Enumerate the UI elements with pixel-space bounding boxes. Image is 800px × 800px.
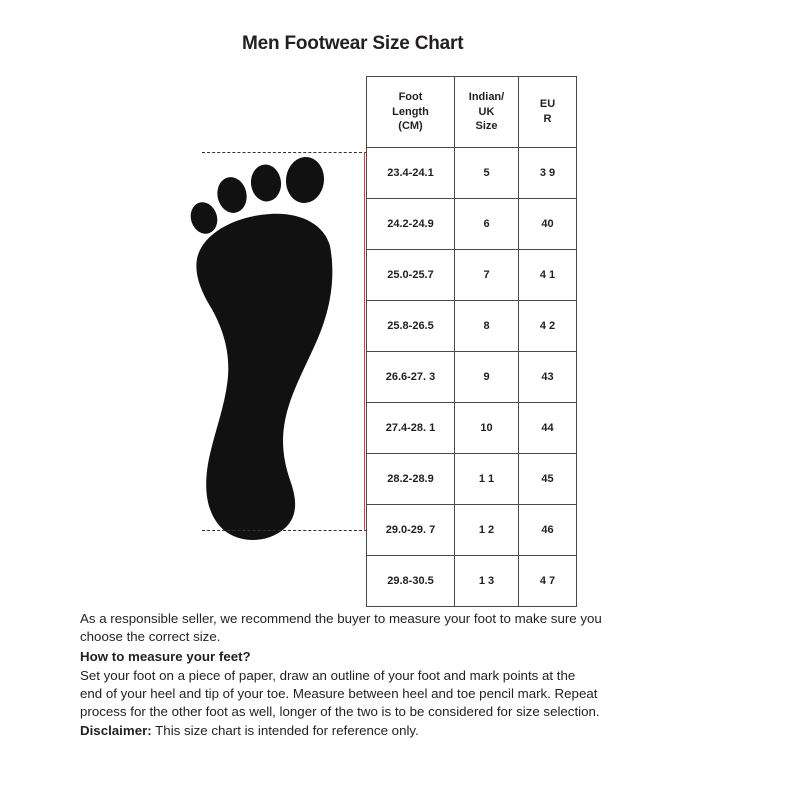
cell-uk-size: 1 3 [455,556,519,607]
cell-foot-length: 26.6-27. 3 [367,352,455,403]
table-row [367,505,577,556]
cell-eu-size: 40 [519,199,577,250]
note-intro-line2: choose the correct size. [80,628,221,644]
cell-uk-size: 8 [455,301,519,352]
cell-eu-size: 43 [519,352,577,403]
measure-guide-bottom [202,530,367,531]
column-header-eu-size [519,77,577,148]
cell-uk-size: 9 [455,352,519,403]
cell-eu-size: 4 2 [519,301,577,352]
measure-line [364,152,365,531]
note-disclaimer-text: This size chart is intended for reference only. [155,722,419,738]
cell-foot-length: 25.8-26.5 [367,301,455,352]
table-row [367,556,577,607]
foot-length-label-line1: Foot [457,520,480,532]
table-row [367,148,577,199]
foot-shape-icon [180,150,370,550]
measure-guide-top [202,152,367,153]
note-how-line2: end of your heel and tip of your toe. Measure between heel and toe pencil mark. Repeat [80,685,598,701]
column-header-eu-size-l2: R [543,113,552,125]
table-row [367,454,577,505]
column-header-uk-size-l3: Size [475,120,498,133]
cell-foot-length: 28.2-28.9 [367,454,455,505]
cell-eu-size: 44 [519,403,577,454]
cell-eu-size: 4 7 [519,556,577,607]
cell-foot-length: 29.8-30.5 [367,556,455,607]
cell-uk-size: 1 1 [455,454,519,505]
column-header-eu-size-l1: EU [539,98,556,111]
size-table [366,76,577,607]
column-header-foot-length-l2: Length [392,105,429,118]
cell-uk-size: 7 [455,250,519,301]
note-how-heading: How to measure your feet? [80,648,251,664]
cell-foot-length: 29.0-29. 7 [367,505,455,556]
column-header-foot-length [367,77,455,148]
cell-eu-size: 3 9 [519,148,577,199]
table-row [367,352,577,403]
cell-uk-size: 5 [455,148,519,199]
cell-uk-size: 6 [455,199,519,250]
cell-uk-size: 10 [455,403,519,454]
table-row [367,301,577,352]
cell-foot-length: 23.4-24.1 [367,148,455,199]
note-how-line1: Set your foot on a piece of paper, draw an outline of your foot and mark points at the [80,667,576,683]
cell-foot-length: 25.0-25.7 [367,250,455,301]
table-row [367,403,577,454]
cell-eu-size: 45 [519,454,577,505]
notes-section [80,610,728,740]
foot-length-label-line2: Lenght [457,534,492,547]
page-title: Men Footwear Size Chart [242,33,464,54]
table-row [367,199,577,250]
column-header-foot-length-l3: (CM) [398,120,423,133]
column-header-uk-size-l1: Indian/ [468,90,505,103]
cell-uk-size: 1 2 [455,505,519,556]
cell-eu-size: 4 1 [519,250,577,301]
table-row [367,250,577,301]
cell-foot-length: 27.4-28. 1 [367,403,455,454]
column-header-uk-size-l2: UK [478,105,495,118]
note-disclaimer-label: Disclaimer: [80,722,152,738]
note-intro-line1: As a responsible seller, we recommend the buyer to measure your foot to make sure you [80,611,602,626]
table-header-row [367,77,577,148]
column-header-uk-size [455,77,519,148]
cell-eu-size: 46 [519,505,577,556]
cell-foot-length: 24.2-24.9 [367,199,455,250]
note-disclaimer [80,722,728,740]
column-header-foot-length-l1: Foot [398,90,423,103]
note-how-line3: process for the other foot as well, longer of the two is to be considered for size selection. [80,703,600,719]
